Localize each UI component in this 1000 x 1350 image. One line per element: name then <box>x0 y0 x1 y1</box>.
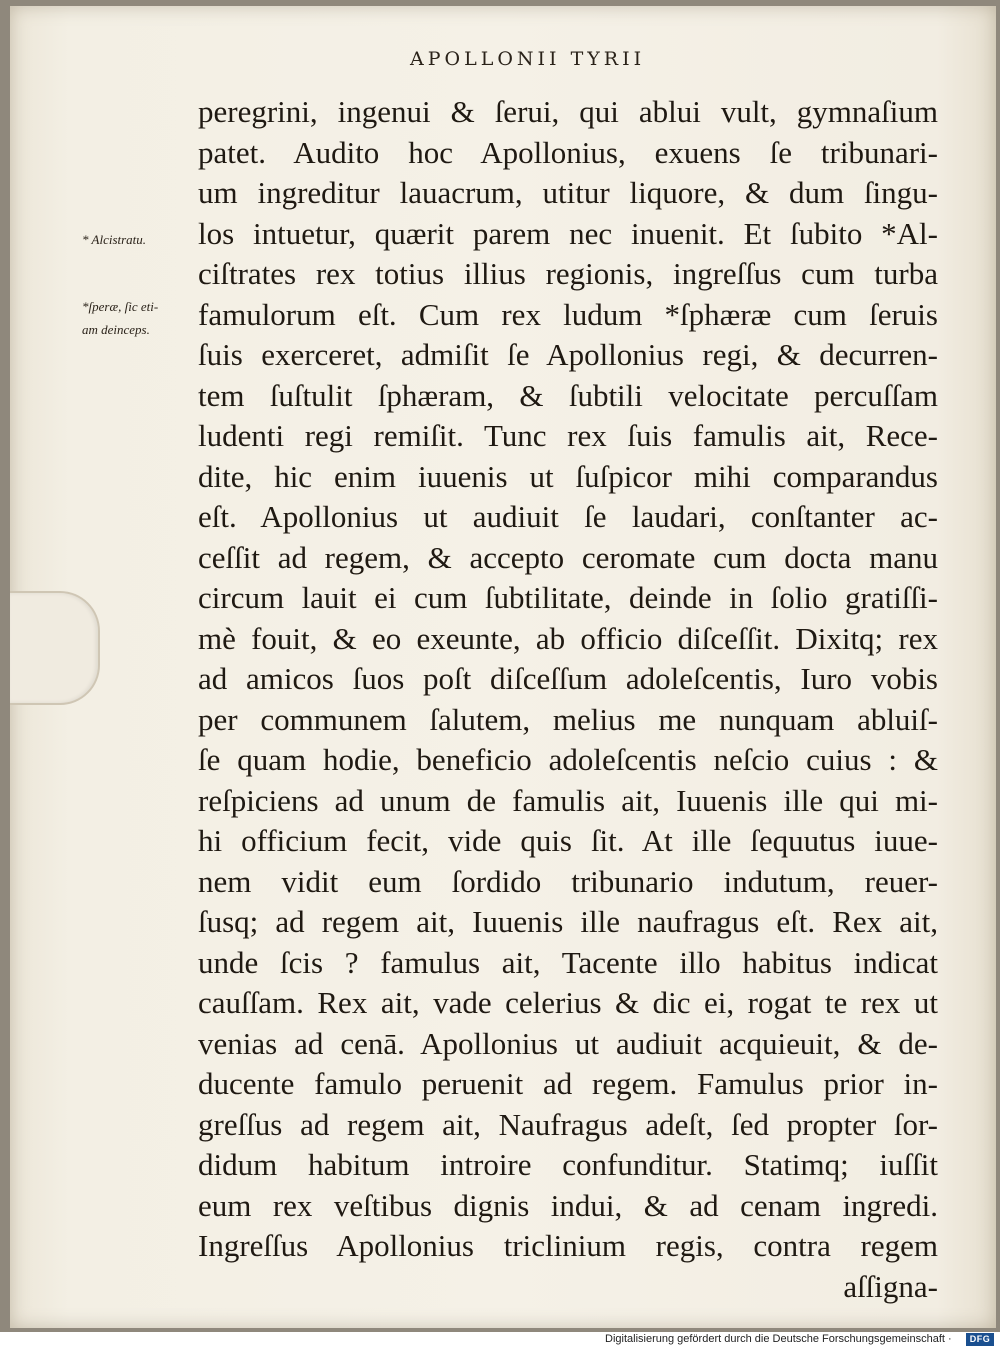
text-line: cauſſam. Rex ait, vade celerius & dic ei, rogat te rex ut <box>198 985 938 1020</box>
marginal-note-sperae-cont: am deinceps. <box>82 322 150 337</box>
text-line: eum rex veſtibus dignis indui, & ad cenam ingredi. <box>198 1187 938 1223</box>
text-line: patet. Audito hoc Apollonius, exuens ſe tribunari- <box>198 134 938 170</box>
text-line: circum lauit ei cum ſubtilitate, deinde in ſolio gratiſſi- <box>198 580 938 615</box>
text-line: reſpiciens ad unum de famulis ait, Iuuenis ille qui mi- <box>198 782 938 818</box>
text-line: dite, hic enim iuuenis ut ſuſpicor mihi comparandus <box>198 458 938 494</box>
text-line: greſſus ad regem ait, Naufragus adeſt, ſed propter ſor- <box>198 1106 938 1142</box>
text-line: per communem ſalutem, melius me nunquam abluiſ- <box>198 701 938 737</box>
text-line: didum habitum introire confunditur. Statimq; iuſſit <box>198 1147 938 1182</box>
text-line: um ingreditur lauacrum, utitur liquore, & dum ſingu- <box>198 175 938 210</box>
text-line: ciſtrates rex totius illius regionis, ingreſſus cum turba <box>198 256 938 291</box>
text-line: hi officium fecit, vide quis ſit. At ille ſequutus iuue- <box>198 823 938 858</box>
marginal-note-alcistratus: * Alcistratu. <box>82 232 147 247</box>
text-line: ſe quam hodie, beneficio adoleſcentis neſcio cuius : & <box>198 742 938 777</box>
text-line: ad amicos ſuos poſt diſceſſum adoleſcentis, Iuro vobis <box>198 661 938 696</box>
text-line: ducente famulo peruenit ad regem. Famulus prior in- <box>198 1066 938 1101</box>
text-line: peregrini, ingenui & ſerui, qui ablui vult, gymnaſium <box>198 94 938 129</box>
text-line: eſt. Apollonius ut audiuit ſe laudari, conſtanter ac- <box>198 499 938 534</box>
catchword: aſſigna- <box>843 1268 938 1304</box>
text-line: tem ſuſtulit ſphæram, & ſubtili velocitate percuſſam <box>198 377 938 413</box>
dfg-logo: DFG <box>966 1333 994 1346</box>
body-text <box>198 92 938 1307</box>
page-tab-cutout <box>10 591 100 705</box>
marginal-note-sperae: *ſperæ, ſic eti- <box>82 299 159 314</box>
text-line: ludenti regi remiſit. Tunc rex ſuis famulis ait, Rece- <box>198 418 938 453</box>
text-line: ſusq; ad regem ait, Iuuenis ille naufragus eſt. Rex ait, <box>198 904 938 939</box>
text-line: nem vidit eum ſordido tribunario indutum, reuer- <box>198 863 938 899</box>
digitization-credit: Digitalisierung gefördert durch die Deutsche Forschungsgemeinschaft · <box>605 1333 952 1345</box>
text-line: venias ad cenā. Apollonius ut audiuit acquieuit, & de- <box>198 1025 938 1061</box>
text-line: famulorum eſt. Cum rex ludum *ſphæræ cum ſeruis <box>198 296 938 332</box>
text-line: ceſſit ad regem, & accepto ceromate cum docta manu <box>198 539 938 575</box>
text-line: Ingreſſus Apollonius triclinium regis, contra regem <box>198 1228 938 1263</box>
text-line: unde ſcis ? famulus ait, Tacente illo habitus indicat <box>198 944 938 980</box>
text-line: mè fouit, & eo exeunte, ab officio diſceſſit. Dixitq; rex <box>198 620 938 656</box>
book-page <box>10 6 996 1328</box>
running-head: APOLLONII TYRII <box>410 48 646 70</box>
text-line: ſuis exerceret, admiſit ſe Apollonius regi, & decurren- <box>198 337 938 372</box>
text-line: los intuetur, quærit parem nec inuenit. Et ſubito *Al- <box>198 215 938 251</box>
